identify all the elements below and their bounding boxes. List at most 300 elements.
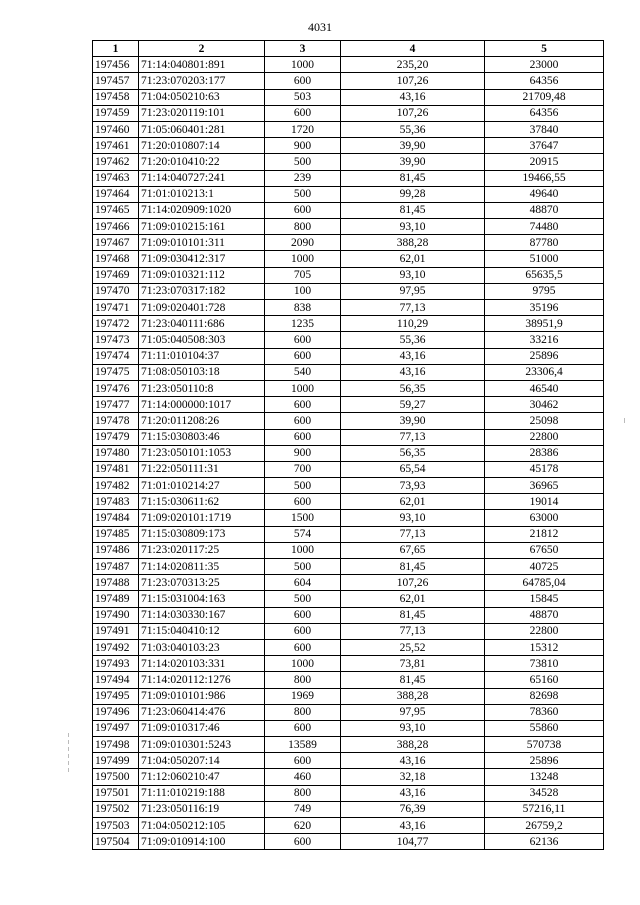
table-cell-col-5: 64356	[485, 73, 604, 89]
table-cell-col-4: 56,35	[341, 445, 485, 461]
table-row	[93, 526, 604, 542]
side-scan-mark	[624, 418, 625, 423]
table-cell-col-3: 800	[265, 219, 341, 235]
table-cell-col-5: 64356	[485, 105, 604, 121]
table-cell-col-2: 71:09:010101:986	[139, 688, 265, 704]
table-cell-col-4: 77,13	[341, 300, 485, 316]
table-cell-col-4: 43,16	[341, 818, 485, 834]
table-cell-col-4: 93,10	[341, 720, 485, 736]
table-cell-col-4: 55,36	[341, 121, 485, 137]
table-cell-col-2: 71:23:060414:476	[139, 704, 265, 720]
table-header	[93, 41, 604, 57]
table-cell-col-1: 197482	[93, 478, 139, 494]
table-row	[93, 57, 604, 73]
table-cell-col-5: 49640	[485, 186, 604, 202]
table-cell-col-5: 9795	[485, 283, 604, 299]
table-row	[93, 542, 604, 558]
table-row	[93, 105, 604, 121]
table-cell-col-2: 71:15:040410:12	[139, 623, 265, 639]
table-cell-col-5: 38951,9	[485, 316, 604, 332]
table-cell-col-3: 1000	[265, 251, 341, 267]
table-cell-col-4: 97,95	[341, 283, 485, 299]
table-cell-col-2: 71:09:010914:100	[139, 834, 265, 850]
table-row	[93, 73, 604, 89]
table-cell-col-5: 40725	[485, 559, 604, 575]
table-row	[93, 397, 604, 413]
table-cell-col-3: 600	[265, 623, 341, 639]
table-cell-col-4: 77,13	[341, 623, 485, 639]
table-row	[93, 380, 604, 396]
table-cell-col-5: 15845	[485, 591, 604, 607]
table-cell-col-3: 460	[265, 769, 341, 785]
table-row	[93, 672, 604, 688]
table-cell-col-4: 65,54	[341, 461, 485, 477]
table-cell-col-5: 67650	[485, 542, 604, 558]
table-cell-col-4: 59,27	[341, 397, 485, 413]
table-cell-col-1: 197476	[93, 380, 139, 396]
table-body	[93, 57, 604, 850]
table-cell-col-4: 99,28	[341, 186, 485, 202]
table-cell-col-1: 197461	[93, 138, 139, 154]
column-header-2: 2	[139, 41, 265, 57]
table-cell-col-2: 71:09:010215:161	[139, 219, 265, 235]
table-cell-col-4: 388,28	[341, 688, 485, 704]
table-cell-col-1: 197489	[93, 591, 139, 607]
table-cell-col-2: 71:04:050207:14	[139, 753, 265, 769]
table-cell-col-2: 71:01:010213:1	[139, 186, 265, 202]
table-cell-col-1: 197496	[93, 704, 139, 720]
table-cell-col-2: 71:14:040801:891	[139, 57, 265, 73]
table-row	[93, 267, 604, 283]
table-cell-col-5: 21709,48	[485, 89, 604, 105]
table-cell-col-3: 503	[265, 89, 341, 105]
table-row	[93, 769, 604, 785]
table-cell-col-3: 100	[265, 283, 341, 299]
column-header-4: 4	[341, 41, 485, 57]
column-header-5: 5	[485, 41, 604, 57]
table-cell-col-1: 197469	[93, 267, 139, 283]
table-cell-col-3: 600	[265, 202, 341, 218]
table-cell-col-5: 28386	[485, 445, 604, 461]
table-cell-col-3: 600	[265, 753, 341, 769]
table-cell-col-5: 570738	[485, 737, 604, 753]
table-cell-col-5: 46540	[485, 380, 604, 396]
table-cell-col-1: 197503	[93, 818, 139, 834]
table-cell-col-1: 197459	[93, 105, 139, 121]
table-cell-col-3: 600	[265, 607, 341, 623]
table-row	[93, 364, 604, 380]
page-number: 4031	[308, 20, 332, 34]
table-cell-col-2: 71:09:010317:46	[139, 720, 265, 736]
table-cell-col-3: 1720	[265, 121, 341, 137]
table-cell-col-2: 71:01:010214:27	[139, 478, 265, 494]
table-cell-col-5: 65635,5	[485, 267, 604, 283]
table-cell-col-3: 500	[265, 559, 341, 575]
table-row	[93, 785, 604, 801]
table-cell-col-3: 749	[265, 801, 341, 817]
table-cell-col-5: 82698	[485, 688, 604, 704]
table-cell-col-2: 71:09:020401:728	[139, 300, 265, 316]
table-cell-col-5: 62136	[485, 834, 604, 850]
table-cell-col-5: 22800	[485, 623, 604, 639]
table-row	[93, 591, 604, 607]
table-cell-col-4: 81,45	[341, 202, 485, 218]
column-header-1: 1	[93, 41, 139, 57]
table-cell-col-2: 71:12:060210:47	[139, 769, 265, 785]
table-cell-col-4: 62,01	[341, 494, 485, 510]
header-row	[93, 41, 604, 57]
table-cell-col-3: 700	[265, 461, 341, 477]
table-cell-col-5: 74480	[485, 219, 604, 235]
table-cell-col-4: 62,01	[341, 251, 485, 267]
table-cell-col-2: 71:11:010104:37	[139, 348, 265, 364]
table-row	[93, 575, 604, 591]
table-cell-col-3: 574	[265, 526, 341, 542]
table-row	[93, 478, 604, 494]
table-cell-col-1: 197479	[93, 429, 139, 445]
table-cell-col-5: 23306,4	[485, 364, 604, 380]
table-cell-col-2: 71:05:060401:281	[139, 121, 265, 137]
table-cell-col-4: 73,93	[341, 478, 485, 494]
table-cell-col-5: 36965	[485, 478, 604, 494]
table-cell-col-1: 197486	[93, 542, 139, 558]
table-cell-col-5: 20915	[485, 154, 604, 170]
table-cell-col-1: 197462	[93, 154, 139, 170]
column-header-3: 3	[265, 41, 341, 57]
margin-scan-mark	[66, 730, 72, 800]
table-cell-col-2: 71:04:050210:63	[139, 89, 265, 105]
table-cell-col-3: 239	[265, 170, 341, 186]
table-cell-col-1: 197458	[93, 89, 139, 105]
table-cell-col-1: 197468	[93, 251, 139, 267]
table-cell-col-2: 71:09:030412:317	[139, 251, 265, 267]
table-row	[93, 283, 604, 299]
table-cell-col-5: 35196	[485, 300, 604, 316]
table-cell-col-4: 388,28	[341, 235, 485, 251]
table-cell-col-1: 197471	[93, 300, 139, 316]
table-cell-col-4: 93,10	[341, 267, 485, 283]
table-row	[93, 332, 604, 348]
table-cell-col-3: 1000	[265, 656, 341, 672]
table-cell-col-1: 197474	[93, 348, 139, 364]
table-cell-col-1: 197463	[93, 170, 139, 186]
table-cell-col-1: 197488	[93, 575, 139, 591]
table-cell-col-3: 600	[265, 429, 341, 445]
table-cell-col-1: 197502	[93, 801, 139, 817]
table-row	[93, 316, 604, 332]
data-table	[92, 40, 604, 850]
table-row	[93, 348, 604, 364]
table-cell-col-5: 73810	[485, 656, 604, 672]
table-cell-col-3: 705	[265, 267, 341, 283]
table-cell-col-1: 197470	[93, 283, 139, 299]
table-row	[93, 445, 604, 461]
table-cell-col-1: 197491	[93, 623, 139, 639]
table-cell-col-5: 19014	[485, 494, 604, 510]
table-cell-col-2: 71:09:020101:1719	[139, 510, 265, 526]
table-cell-col-5: 22800	[485, 429, 604, 445]
table-row	[93, 235, 604, 251]
table-cell-col-5: 34528	[485, 785, 604, 801]
table-cell-col-1: 197460	[93, 121, 139, 137]
table-cell-col-5: 30462	[485, 397, 604, 413]
table-cell-col-4: 76,39	[341, 801, 485, 817]
table-row	[93, 801, 604, 817]
table-cell-col-2: 71:09:010301:5243	[139, 737, 265, 753]
table-cell-col-4: 39,90	[341, 154, 485, 170]
table-cell-col-1: 197500	[93, 769, 139, 785]
table-row	[93, 219, 604, 235]
table-cell-col-1: 197475	[93, 364, 139, 380]
table-row	[93, 720, 604, 736]
table-row	[93, 834, 604, 850]
table-cell-col-2: 71:05:040508:303	[139, 332, 265, 348]
table-cell-col-3: 600	[265, 397, 341, 413]
table-cell-col-5: 33216	[485, 332, 604, 348]
table-cell-col-3: 500	[265, 154, 341, 170]
table-cell-col-4: 39,90	[341, 413, 485, 429]
table-cell-col-1: 197504	[93, 834, 139, 850]
table-cell-col-1: 197465	[93, 202, 139, 218]
table-cell-col-2: 71:03:040103:23	[139, 639, 265, 655]
table-cell-col-3: 1000	[265, 57, 341, 73]
table-cell-col-3: 1500	[265, 510, 341, 526]
table-cell-col-4: 77,13	[341, 429, 485, 445]
table-cell-col-4: 81,45	[341, 170, 485, 186]
table-cell-col-2: 71:09:010321:112	[139, 267, 265, 283]
table-cell-col-3: 1969	[265, 688, 341, 704]
table-row	[93, 656, 604, 672]
table-cell-col-2: 71:09:010101:311	[139, 235, 265, 251]
table-cell-col-3: 600	[265, 332, 341, 348]
table-cell-col-5: 65160	[485, 672, 604, 688]
table-cell-col-3: 600	[265, 105, 341, 121]
table-cell-col-2: 71:14:020103:331	[139, 656, 265, 672]
table-cell-col-1: 197483	[93, 494, 139, 510]
table-cell-col-3: 838	[265, 300, 341, 316]
table-row	[93, 737, 604, 753]
table-cell-col-3: 1235	[265, 316, 341, 332]
table-cell-col-4: 107,26	[341, 105, 485, 121]
table-cell-col-2: 71:04:050212:105	[139, 818, 265, 834]
table-cell-col-3: 604	[265, 575, 341, 591]
table-row	[93, 154, 604, 170]
table-cell-col-5: 15312	[485, 639, 604, 655]
table-cell-col-4: 62,01	[341, 591, 485, 607]
table-cell-col-2: 71:20:010410:22	[139, 154, 265, 170]
table-cell-col-2: 71:08:050103:18	[139, 364, 265, 380]
table-row	[93, 494, 604, 510]
table-cell-col-1: 197473	[93, 332, 139, 348]
table-cell-col-4: 55,36	[341, 332, 485, 348]
table-cell-col-2: 71:15:030803:46	[139, 429, 265, 445]
table-cell-col-2: 71:14:020811:35	[139, 559, 265, 575]
table-cell-col-2: 71:23:070313:25	[139, 575, 265, 591]
table-cell-col-4: 107,26	[341, 575, 485, 591]
table-cell-col-3: 600	[265, 639, 341, 655]
table-cell-col-5: 25896	[485, 753, 604, 769]
table-row	[93, 688, 604, 704]
table-cell-col-3: 600	[265, 720, 341, 736]
table-cell-col-2: 71:20:010807:14	[139, 138, 265, 154]
table-cell-col-4: 104,77	[341, 834, 485, 850]
table-cell-col-5: 37647	[485, 138, 604, 154]
table-cell-col-1: 197501	[93, 785, 139, 801]
table-cell-col-5: 51000	[485, 251, 604, 267]
table-cell-col-3: 500	[265, 478, 341, 494]
table-cell-col-5: 63000	[485, 510, 604, 526]
table-cell-col-1: 197480	[93, 445, 139, 461]
table-cell-col-1: 197490	[93, 607, 139, 623]
table-cell-col-1: 197495	[93, 688, 139, 704]
table-row	[93, 413, 604, 429]
table-cell-col-5: 13248	[485, 769, 604, 785]
table-cell-col-1: 197464	[93, 186, 139, 202]
table-cell-col-1: 197484	[93, 510, 139, 526]
table-cell-col-5: 21812	[485, 526, 604, 542]
table-cell-col-1: 197466	[93, 219, 139, 235]
table-cell-col-3: 600	[265, 834, 341, 850]
table-cell-col-2: 71:14:030330:167	[139, 607, 265, 623]
table-row	[93, 818, 604, 834]
table-cell-col-2: 71:14:000000:1017	[139, 397, 265, 413]
table-row	[93, 138, 604, 154]
table-row	[93, 89, 604, 105]
table-cell-col-5: 48870	[485, 202, 604, 218]
table-cell-col-4: 43,16	[341, 348, 485, 364]
table-cell-col-5: 57216,11	[485, 801, 604, 817]
table-cell-col-5: 19466,55	[485, 170, 604, 186]
table-cell-col-3: 540	[265, 364, 341, 380]
table-cell-col-3: 600	[265, 73, 341, 89]
table-cell-col-5: 37840	[485, 121, 604, 137]
table-cell-col-2: 71:23:050101:1053	[139, 445, 265, 461]
table-cell-col-4: 235,20	[341, 57, 485, 73]
table-cell-col-2: 71:23:020119:101	[139, 105, 265, 121]
table-row	[93, 170, 604, 186]
table-row	[93, 623, 604, 639]
table-cell-col-2: 71:23:050110:8	[139, 380, 265, 396]
table-cell-col-3: 13589	[265, 737, 341, 753]
table-cell-col-1: 197487	[93, 559, 139, 575]
table-cell-col-3: 620	[265, 818, 341, 834]
table-cell-col-5: 48870	[485, 607, 604, 623]
table-cell-col-1: 197499	[93, 753, 139, 769]
table-cell-col-4: 107,26	[341, 73, 485, 89]
table-cell-col-4: 81,45	[341, 672, 485, 688]
table-cell-col-4: 97,95	[341, 704, 485, 720]
table-cell-col-3: 1000	[265, 380, 341, 396]
table-cell-col-2: 71:14:020112:1276	[139, 672, 265, 688]
table-cell-col-3: 600	[265, 494, 341, 510]
table-cell-col-3: 800	[265, 704, 341, 720]
table-cell-col-2: 71:23:040111:686	[139, 316, 265, 332]
table-cell-col-5: 64785,04	[485, 575, 604, 591]
table-cell-col-2: 71:23:020117:25	[139, 542, 265, 558]
table-row	[93, 510, 604, 526]
table-cell-col-1: 197485	[93, 526, 139, 542]
table-cell-col-3: 800	[265, 672, 341, 688]
table-cell-col-2: 71:14:020909:1020	[139, 202, 265, 218]
table-cell-col-1: 197481	[93, 461, 139, 477]
table-cell-col-3: 900	[265, 445, 341, 461]
table-row	[93, 429, 604, 445]
table-cell-col-4: 81,45	[341, 607, 485, 623]
table-cell-col-2: 71:20:011208:26	[139, 413, 265, 429]
table-cell-col-2: 71:14:040727:241	[139, 170, 265, 186]
table-cell-col-5: 23000	[485, 57, 604, 73]
table-cell-col-1: 197497	[93, 720, 139, 736]
table-cell-col-4: 25,52	[341, 639, 485, 655]
table-cell-col-5: 25098	[485, 413, 604, 429]
table-row	[93, 753, 604, 769]
table-cell-col-3: 900	[265, 138, 341, 154]
table-cell-col-1: 197498	[93, 737, 139, 753]
table-cell-col-4: 77,13	[341, 526, 485, 542]
table-cell-col-1: 197493	[93, 656, 139, 672]
table-cell-col-1: 197477	[93, 397, 139, 413]
table-cell-col-1: 197494	[93, 672, 139, 688]
table-cell-col-2: 71:15:031004:163	[139, 591, 265, 607]
table-cell-col-5: 26759,2	[485, 818, 604, 834]
table-row	[93, 202, 604, 218]
table-cell-col-5: 87780	[485, 235, 604, 251]
table-row	[93, 607, 604, 623]
table-cell-col-2: 71:15:030611:62	[139, 494, 265, 510]
table-cell-col-1: 197492	[93, 639, 139, 655]
table-cell-col-4: 43,16	[341, 753, 485, 769]
table-row	[93, 639, 604, 655]
table-cell-col-1: 197467	[93, 235, 139, 251]
table-cell-col-2: 71:22:050111:31	[139, 461, 265, 477]
table-cell-col-2: 71:15:030809:173	[139, 526, 265, 542]
table-cell-col-3: 2090	[265, 235, 341, 251]
table-row	[93, 186, 604, 202]
table-cell-col-5: 25896	[485, 348, 604, 364]
table-cell-col-3: 500	[265, 591, 341, 607]
table-cell-col-4: 73,81	[341, 656, 485, 672]
table-cell-col-4: 388,28	[341, 737, 485, 753]
table-cell-col-4: 39,90	[341, 138, 485, 154]
table-cell-col-4: 67,65	[341, 542, 485, 558]
table-cell-col-4: 56,35	[341, 380, 485, 396]
table-cell-col-1: 197472	[93, 316, 139, 332]
table-cell-col-1: 197478	[93, 413, 139, 429]
table-cell-col-3: 500	[265, 186, 341, 202]
table-cell-col-3: 1000	[265, 542, 341, 558]
table-row	[93, 251, 604, 267]
table-row	[93, 121, 604, 137]
table-cell-col-4: 110,29	[341, 316, 485, 332]
table-cell-col-4: 43,16	[341, 364, 485, 380]
table-cell-col-4: 43,16	[341, 89, 485, 105]
table-cell-col-4: 32,18	[341, 769, 485, 785]
table-row	[93, 300, 604, 316]
table-cell-col-3: 600	[265, 413, 341, 429]
table-row	[93, 559, 604, 575]
table-row	[93, 704, 604, 720]
table-row	[93, 461, 604, 477]
table-cell-col-1: 197456	[93, 57, 139, 73]
table-cell-col-5: 45178	[485, 461, 604, 477]
table-cell-col-5: 78360	[485, 704, 604, 720]
table-cell-col-4: 93,10	[341, 219, 485, 235]
table-cell-col-4: 93,10	[341, 510, 485, 526]
table-cell-col-5: 55860	[485, 720, 604, 736]
table-cell-col-3: 600	[265, 348, 341, 364]
table-cell-col-2: 71:23:050116:19	[139, 801, 265, 817]
table-cell-col-1: 197457	[93, 73, 139, 89]
